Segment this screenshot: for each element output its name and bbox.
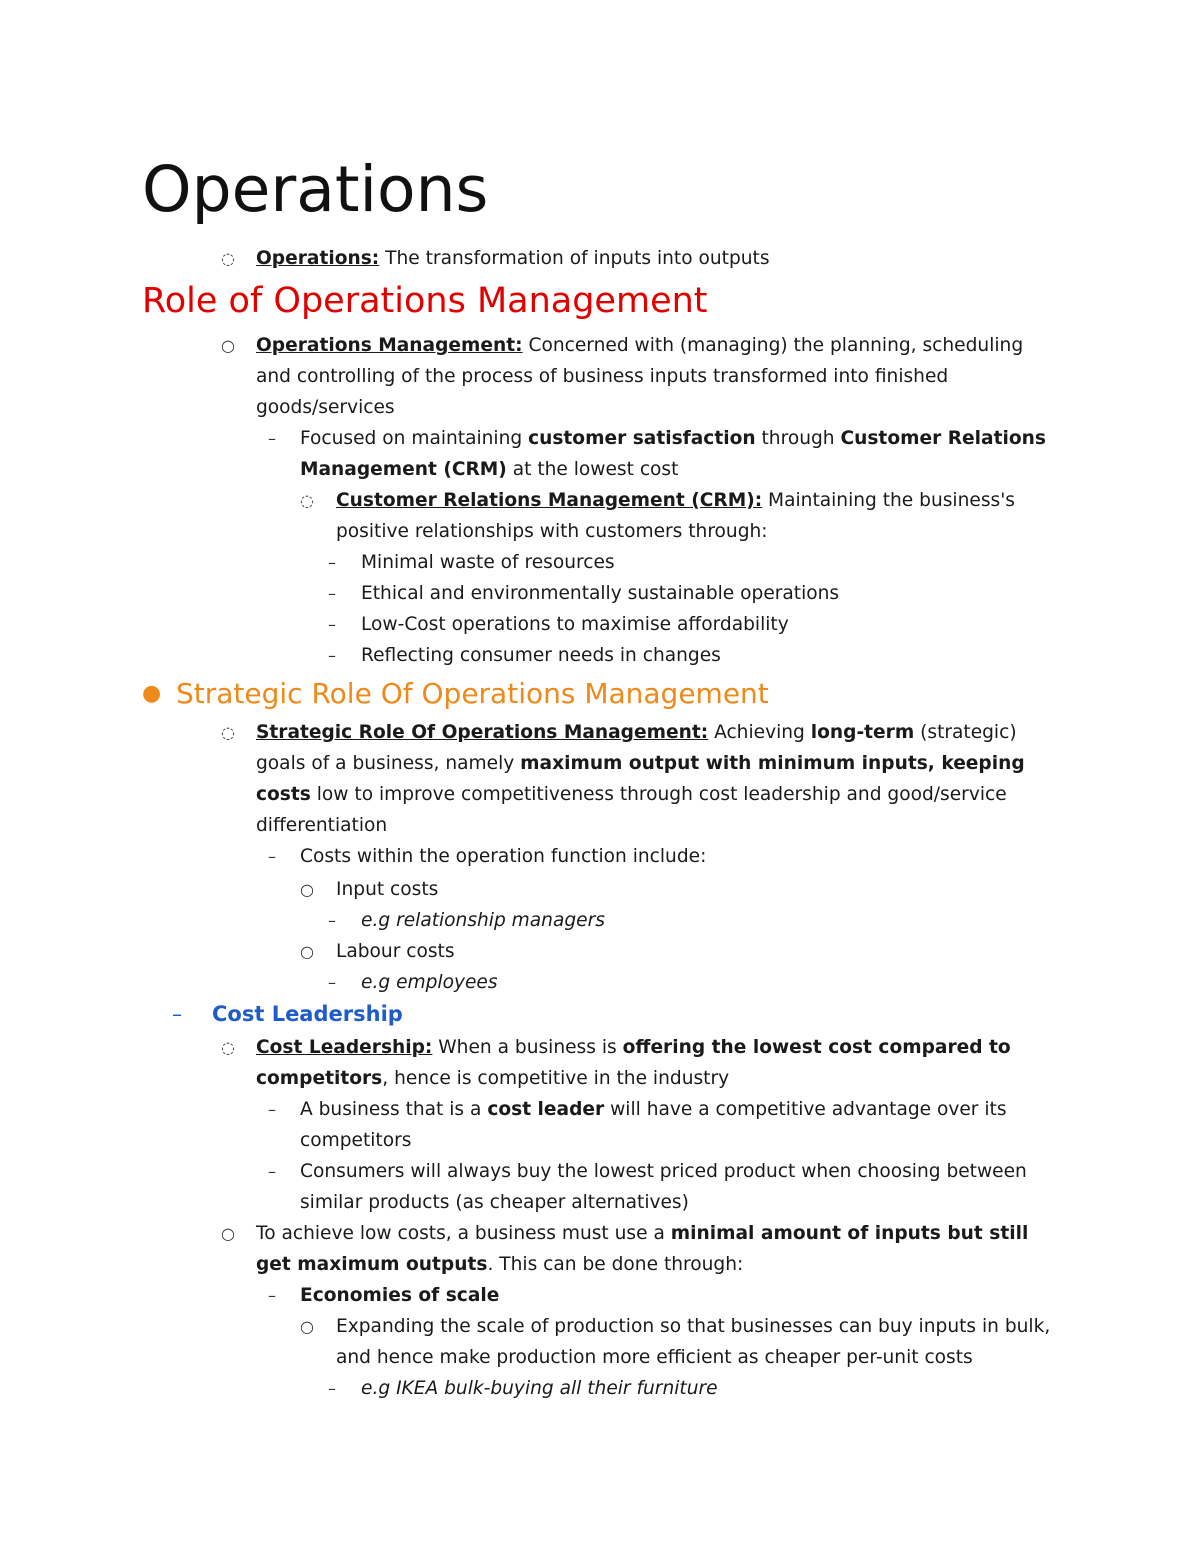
economies-line-1: Expanding the scale of production so that businesses can buy inputs in bulk, [336,1316,1051,1337]
strategic-definition-line-2: goals of a business, namely maximum output with minimum inputs, keeping [256,753,1025,774]
economies-example: e.g IKEA bulk-buying all their furniture [361,1378,718,1399]
role-heading: Role of Operations Management [142,281,708,321]
om-definition-line-1: Operations Management: Concerned with (managing) the planning, scheduling [256,335,1024,356]
cl-point-2-line-2: similar products (as cheaper alternatives) [300,1192,689,1213]
list-item: Reflecting consumer needs in changes [361,645,721,666]
circle-bullet-icon: ○ [300,942,314,961]
crm-definition-line-1: Customer Relations Management (CRM): Maintaining the business's [336,490,1015,511]
achieve-line-2: get maximum outputs. This can be done through: [256,1254,744,1275]
focused-line-1: Focused on maintaining customer satisfaction through Customer Relations [300,428,1046,449]
dotted-circle-bullet-icon: ◌ [221,1038,235,1057]
list-item: Ethical and environmentally sustainable operations [361,583,840,604]
cl-point-2-line-1: Consumers will always buy the lowest priced product when choosing between [300,1161,1027,1182]
dash-bullet-icon: – [328,584,336,603]
circle-bullet-icon: ○ [300,880,314,899]
operations-definition: Operations: The transformation of inputs into outputs [256,248,770,269]
cl-definition-line-1: Cost Leadership: When a business is offering the lowest cost compared to [256,1037,1011,1058]
strategic-definition-line-3: costs low to improve competitiveness through cost leadership and good/service [256,784,1007,805]
filled-bullet-icon: ● [142,681,162,706]
dash-bullet-icon: – [328,973,336,992]
dash-bullet-icon: – [268,1100,276,1119]
page-title: Operations [142,153,489,226]
cl-definition-line-2: competitors, hence is competitive in the industry [256,1068,730,1089]
cl-point-1-line-1: A business that is a cost leader will have a competitive advantage over its [300,1099,1007,1120]
dotted-circle-bullet-icon: ◌ [221,249,235,268]
labour-costs: Labour costs [336,941,455,962]
dash-bullet-icon: – [328,646,336,665]
dash-bullet-icon: – [268,429,276,448]
dash-bullet-icon: – [328,553,336,572]
cost-leadership-heading: Cost Leadership [212,1002,403,1026]
dash-bullet-icon: – [328,911,336,930]
circle-bullet-icon: ○ [300,1317,314,1336]
economies-heading: Economies of scale [300,1285,500,1306]
dash-bullet-icon: – [328,1379,336,1398]
list-item: Low-Cost operations to maximise affordability [361,614,789,635]
om-definition-line-3: goods/services [256,397,395,418]
list-item: Minimal waste of resources [361,552,615,573]
dash-bullet-icon: – [268,847,276,866]
achieve-line-1: To achieve low costs, a business must use a minimal amount of inputs but still [256,1223,1029,1244]
circle-bullet-icon: ○ [221,336,235,355]
strategic-definition-line-1: Strategic Role Of Operations Management: Achieving long-term (strategic) [256,722,1017,743]
dash-bullet-icon: – [172,1002,182,1026]
dash-bullet-icon: – [268,1162,276,1181]
labour-costs-example: e.g employees [361,972,498,993]
dash-bullet-icon: – [268,1286,276,1305]
cl-point-1-line-2: competitors [300,1130,412,1151]
costs-within: Costs within the operation function include: [300,846,707,867]
dotted-circle-bullet-icon: ◌ [300,491,314,510]
strategic-heading: Strategic Role Of Operations Management [176,677,769,710]
input-costs: Input costs [336,879,439,900]
focused-line-2: Management (CRM) at the lowest cost [300,459,679,480]
dotted-circle-bullet-icon: ◌ [221,723,235,742]
economies-line-2: and hence make production more efficient as cheaper per-unit costs [336,1347,973,1368]
om-definition-line-2: and controlling of the process of business inputs transformed into finished [256,366,949,387]
input-costs-example: e.g relationship managers [361,910,605,931]
circle-bullet-icon: ○ [221,1224,235,1243]
crm-definition-line-2: positive relationships with customers through: [336,521,768,542]
dash-bullet-icon: – [328,615,336,634]
strategic-definition-line-4: differentiation [256,815,388,836]
